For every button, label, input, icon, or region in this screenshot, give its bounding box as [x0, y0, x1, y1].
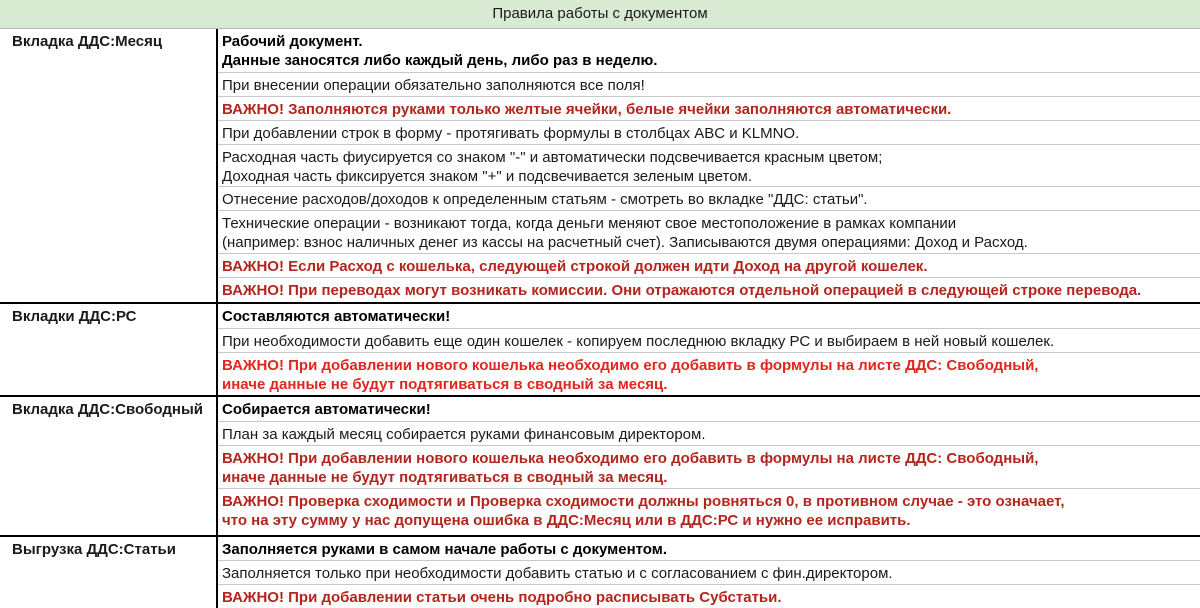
section-free: [0, 395, 1200, 537]
rule-row: ВАЖНО! Проверка сходимости и Проверка сходимости должны ровняться 0, в противном случае - это означает, что на эту сумму у нас допущена ошибка в ДДС:Месяц или в ДДС:РС и нужно ее исправить.: [222, 493, 1065, 529]
section-label: Вкладка ДДС:Месяц: [12, 33, 163, 50]
rule-row: ВАЖНО! Заполняются руками только желтые ячейки, белые ячейки заполняются автоматически.: [218, 97, 1200, 121]
rule-row: При добавлении строк в форму - протягивать формулы в столбцах ABC и KLMNO.: [218, 121, 1200, 145]
rule-row: Рабочий документ. Данные заносятся либо каждый день, либо раз в неделю.: [218, 29, 1200, 73]
rule-row: Собирается автоматически!: [218, 397, 1200, 422]
rule-row: План за каждый месяц собирается руками финансовым директором.: [218, 422, 1200, 446]
section-rs: [0, 302, 1200, 396]
sheet-title: Правила работы с документом: [0, 0, 1200, 29]
rule-row: ВАЖНО! При добавлении статьи очень подробно расписывать Субстатьи.: [222, 589, 782, 606]
rule-row: Заполняется только при необходимости добавить статью и с согласованием с фин.директором.: [218, 561, 1200, 585]
section-monthly: [0, 29, 1200, 302]
rule-row: ВАЖНО! При переводах могут возникать комиссии. Они отражаются отдельной операцией в следующей строке перевода.: [222, 282, 1142, 299]
rule-row: Технические операции - возникают тогда, когда деньги меняют свое местоположение в рамках компании (например: взнос наличных денег из кассы на расчетный счет). Записываются двумя операциями: Доход и Расход.: [218, 211, 1200, 254]
rule-row: ВАЖНО! При добавлении нового кошелька необходимо его добавить в формулы на листе ДДС: Свободный, иначе данные не будут подтягиваться в сводный за месяц.: [218, 446, 1200, 489]
rule-row: Отнесение расходов/доходов к определенным статьям - смотреть во вкладке "ДДС: статьи".: [218, 187, 1200, 211]
rule-row: Заполняется руками в самом начале работы с документом.: [218, 537, 1200, 561]
section-label: Вкладка ДДС:Свободный: [12, 401, 203, 418]
rule-row: Расходная часть фиусируется со знаком "-" и автоматически подсвечивается красным цветом; Доходная часть фиксируется знаком "+" и подсвечивается зеленым цветом.: [218, 145, 1200, 187]
rule-row: ВАЖНО! Если Расход с кошелька, следующей строкой должен идти Доход на другой кошелек.: [218, 254, 1200, 278]
section-label: Выгрузка ДДС:Статьи: [12, 541, 176, 558]
rule-row: При внесении операции обязательно заполняются все поля!: [218, 73, 1200, 97]
section-articles: [0, 535, 1200, 608]
section-label: Вкладки ДДС:РС: [12, 308, 137, 325]
rule-row: При необходимости добавить еще один кошелек - копируем последнюю вкладку РС и выбираем в ней новый кошелек.: [218, 329, 1200, 353]
rule-row: Составляются автоматически!: [218, 304, 1200, 329]
rule-row: ВАЖНО! При добавлении нового кошелька необходимо его добавить в формулы на листе ДДС: Свободный, иначе данные не будут подтягиваться в сводный за месяц.: [222, 357, 1039, 393]
